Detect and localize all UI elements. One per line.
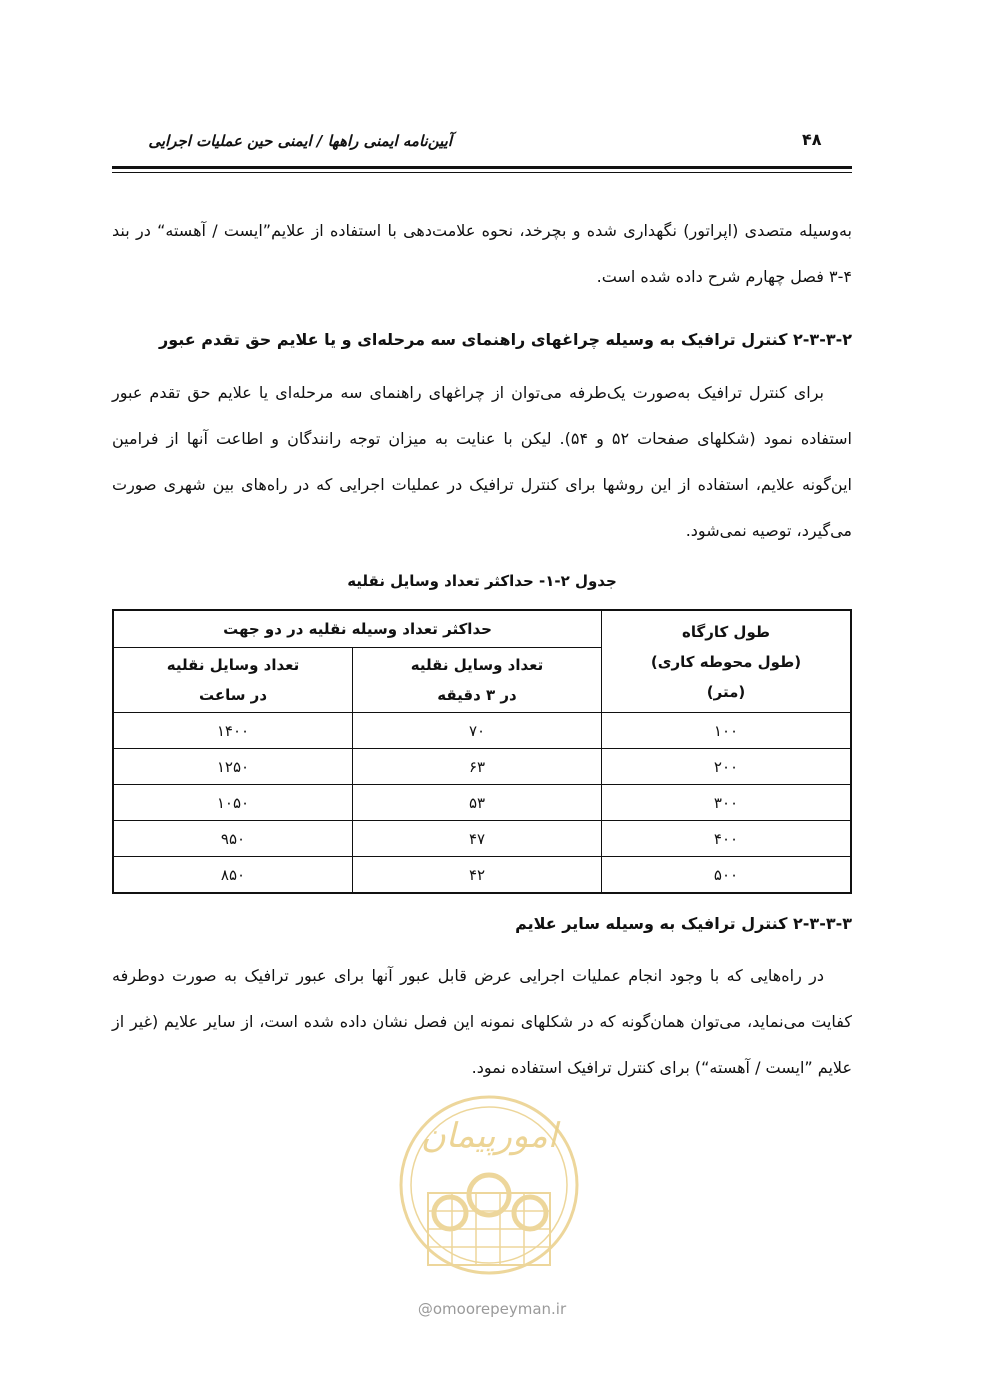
cell-length: ۱۰۰ bbox=[602, 713, 852, 749]
header-work-zone-length bbox=[602, 610, 852, 713]
cell-per-hour: ۱۲۵۰ bbox=[113, 749, 353, 785]
table-row bbox=[113, 713, 851, 749]
table-row bbox=[113, 749, 851, 785]
cell-per-3min: ۵۳ bbox=[353, 785, 602, 821]
running-header bbox=[112, 128, 852, 158]
header-hour-line1: تعداد وسایل نقلیه bbox=[166, 656, 300, 674]
watermark-logo-icon bbox=[380, 1085, 598, 1303]
header-3min-line2: در ۳ دقیقه bbox=[437, 686, 517, 704]
header-max-vehicles-group: حداکثر تعداد وسیله نقلیه در دو جهت bbox=[113, 610, 602, 648]
vehicle-count-table bbox=[112, 609, 852, 894]
cell-per-hour: ۱۰۵۰ bbox=[113, 785, 353, 821]
cell-per-3min: ۷۰ bbox=[353, 713, 602, 749]
table-row bbox=[113, 785, 851, 821]
section-heading-3: ۲-۳-۳-۳ کنترل ترافیک به وسیله سایر علایم bbox=[515, 914, 852, 933]
page-number: ۴۸ bbox=[802, 130, 822, 149]
table-row bbox=[113, 821, 851, 857]
table-row bbox=[113, 857, 851, 894]
paragraph-top: به‌وسیله متصدی (اپراتور) نگهداری شده و بچرخد، نحوه علامت‌دهی با استفاده از علایم”ایست / آهسته“ در بند ۴-۳ فصل چهارم شرح داده شده است. bbox=[112, 221, 852, 286]
cell-per-3min: ۴۲ bbox=[353, 857, 602, 894]
section-2-body: برای کنترل ترافیک به‌صورت یک‌طرفه می‌توان از چراغهای راهنمای سه مرحله‌ای یا علایم حق تقدم عبور استفاده نمود (شکلهای صفحات ۵۲ و ۵۴). لیکن با عنایت به میزان توجه رانندگان و اطاعت آنها از فرامین این‌گونه علایم، استفاده از این روشها برای کنترل ترافیک در عملیات اجرایی که در راه‌های بین شهری صورت می‌گیرد، توصیه نمی‌شود. bbox=[112, 383, 852, 540]
watermark-logo-text: امورپیمان bbox=[420, 1116, 558, 1156]
cell-length: ۴۰۰ bbox=[602, 821, 852, 857]
section-3-body: در راه‌هایی که با وجود انجام عملیات اجرایی عرض قابل عبور آنها برای عبور ترافیک به صورت دوطرفه کفایت می‌نماید، می‌توان همان‌گونه که در شکلهای نمونه این فصل نشان داده شده است، از سایر علایم (غیر از علایم ”ایست / آهسته“) برای کنترل ترافیک استفاده نمود. bbox=[112, 966, 852, 1077]
cell-per-hour: ۹۵۰ bbox=[113, 821, 353, 857]
cell-per-3min: ۴۷ bbox=[353, 821, 602, 857]
header-rule-thick bbox=[112, 166, 852, 169]
header-rule-thin bbox=[112, 172, 852, 173]
header-3min-line1: تعداد وسایل نقلیه bbox=[410, 656, 544, 674]
watermark-url: @omoorepeyman.ir bbox=[417, 1300, 567, 1318]
cell-length: ۵۰۰ bbox=[602, 857, 852, 894]
table-caption: جدول ۲-۱- حداکثر تعداد وسایل نقلیه bbox=[347, 572, 617, 590]
header-hour-line2: در ساعت bbox=[198, 686, 268, 704]
header-title: آیین‌نامه ایمنی راهها / ایمنی حین عملیات اجرایی bbox=[148, 132, 452, 150]
cell-per-3min: ۶۳ bbox=[353, 749, 602, 785]
cell-length: ۳۰۰ bbox=[602, 785, 852, 821]
header-length-line2: (طول محوطه کاری) bbox=[650, 652, 802, 671]
header-per-hour bbox=[113, 648, 353, 713]
cell-per-hour: ۸۵۰ bbox=[113, 857, 353, 894]
header-length-line3: (متر) bbox=[706, 682, 746, 701]
section-heading-2: ۲-۳-۳-۲ کنترل ترافیک به وسیله چراغهای راهنمای سه مرحله‌ای و یا علایم حق تقدم عبور bbox=[159, 330, 852, 349]
cell-length: ۲۰۰ bbox=[602, 749, 852, 785]
cell-per-hour: ۱۴۰۰ bbox=[113, 713, 353, 749]
header-per-3-minutes bbox=[353, 648, 602, 713]
header-length-line1: طول کارگاه bbox=[682, 622, 770, 641]
